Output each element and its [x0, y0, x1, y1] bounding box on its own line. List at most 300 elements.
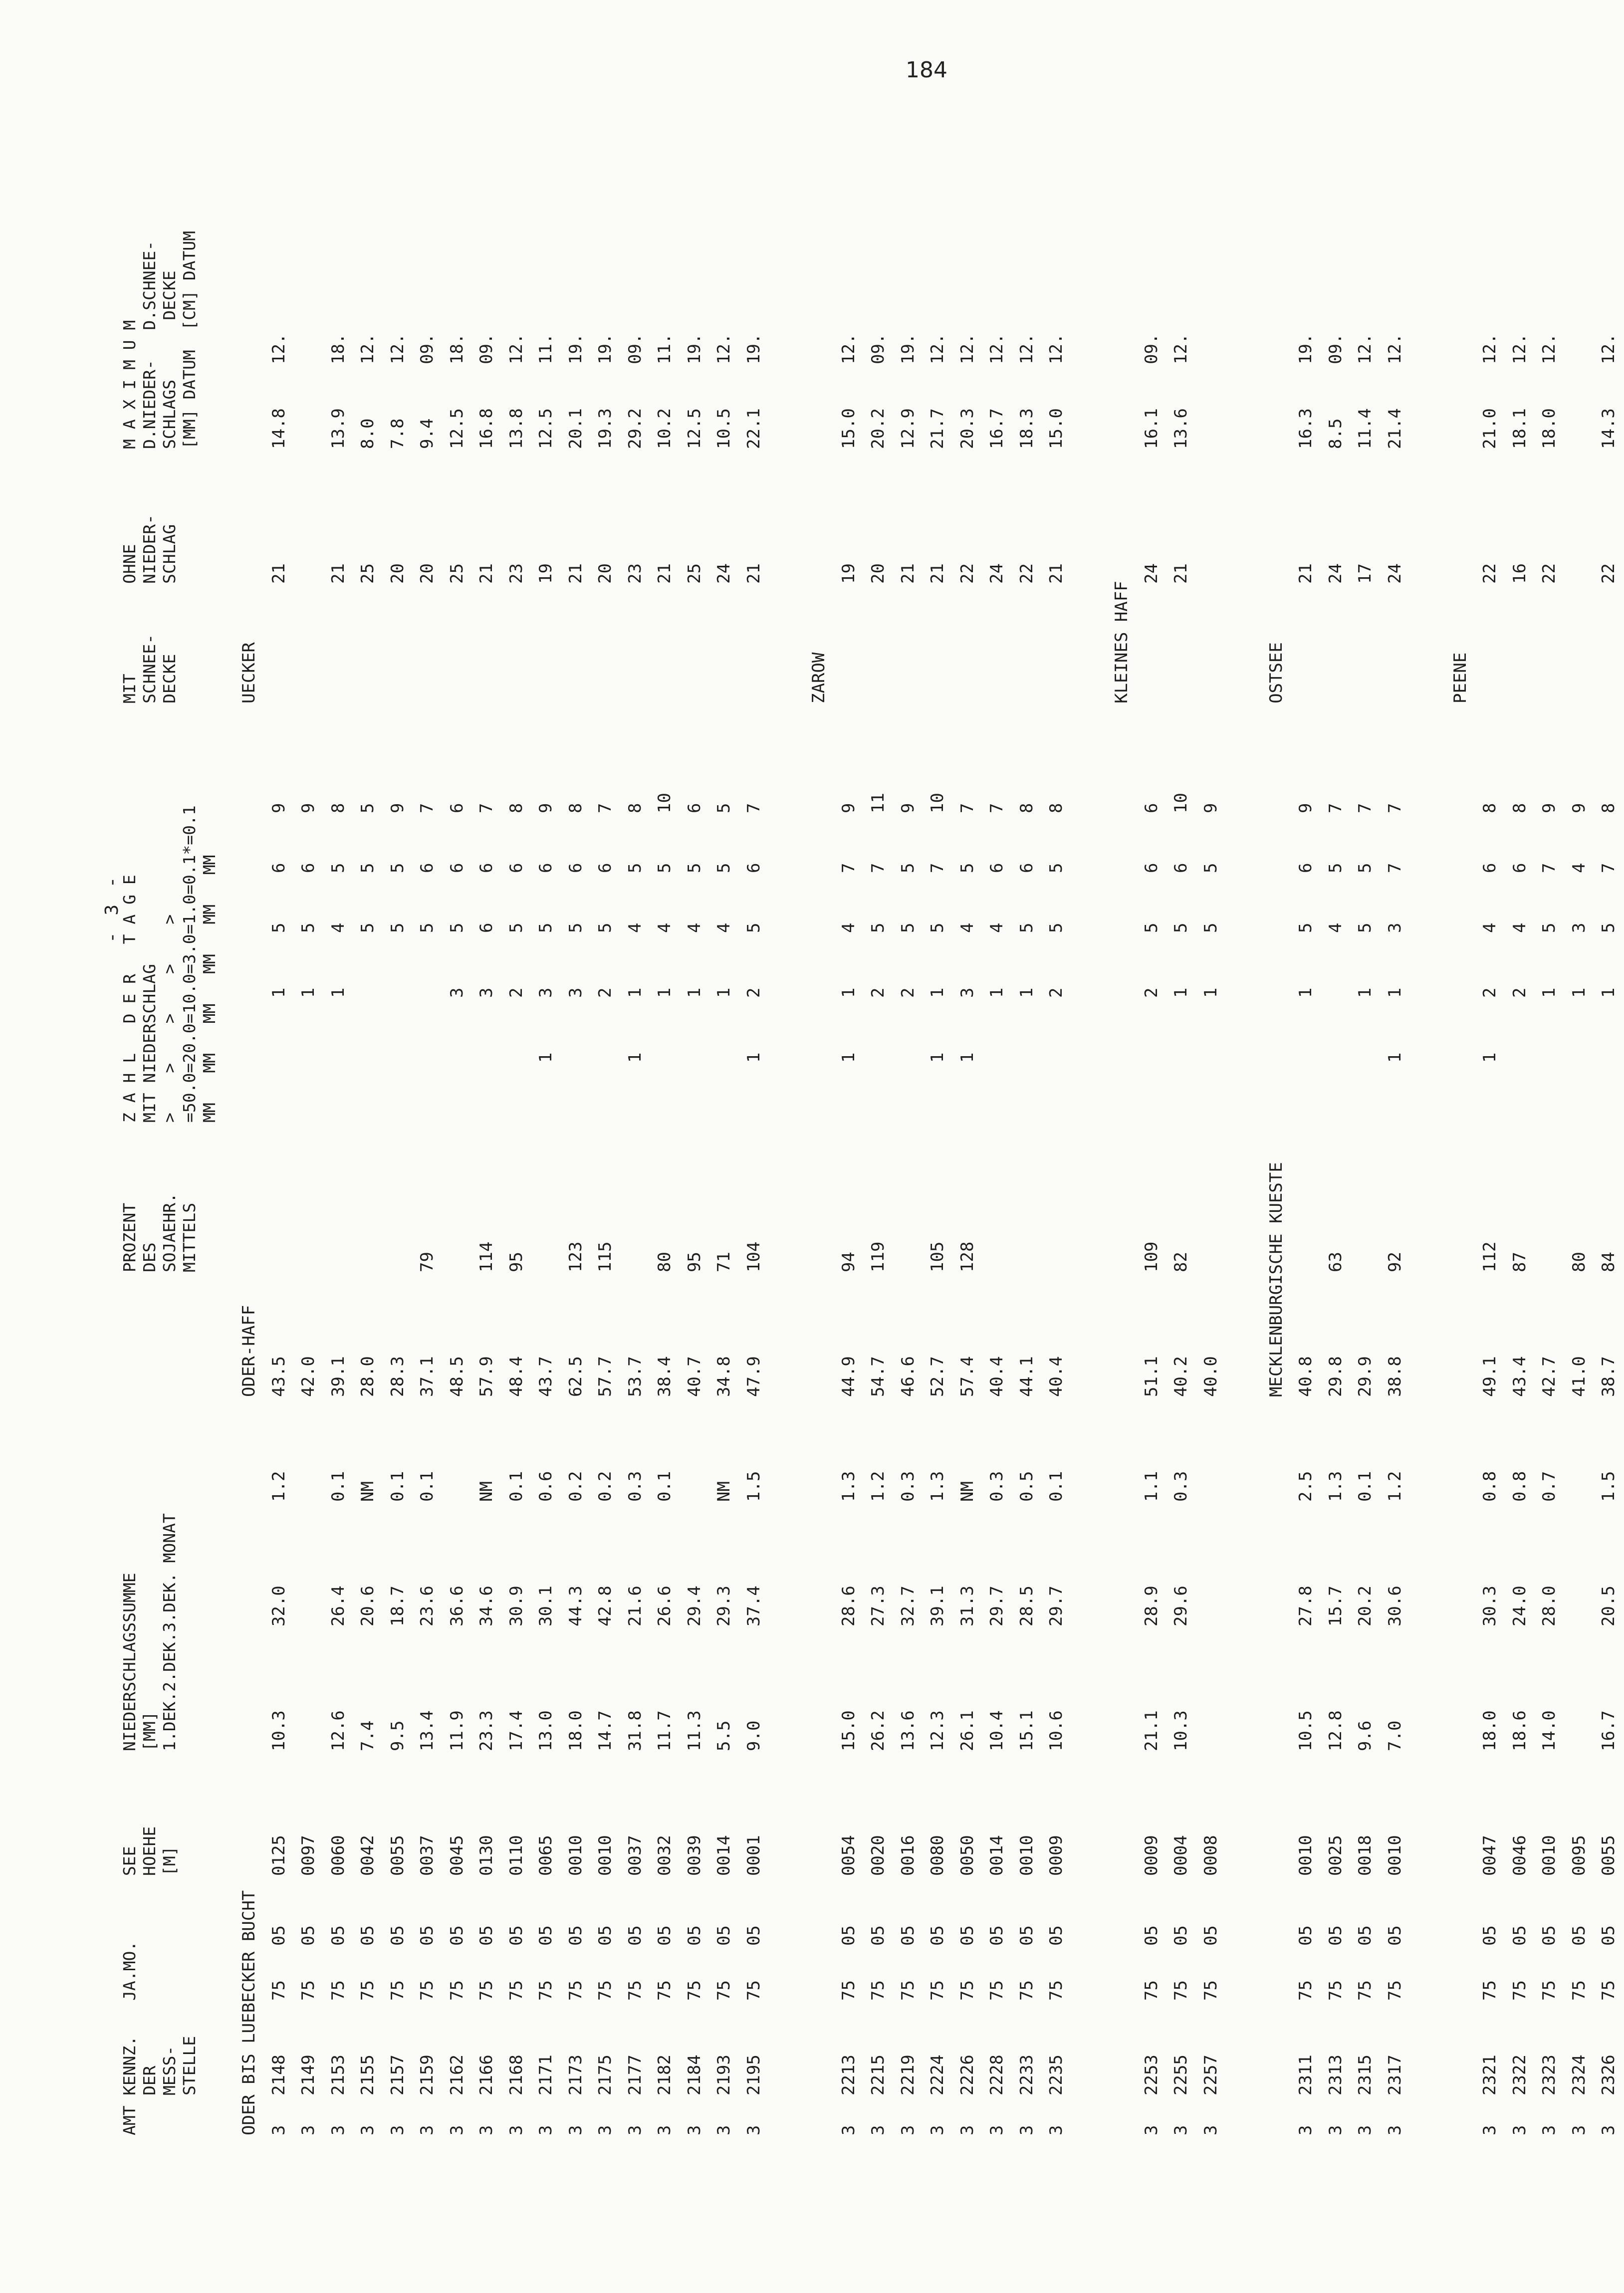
- cell-amt: 3: [358, 2125, 378, 2135]
- cell-tage-3: 5: [1355, 922, 1376, 933]
- section-label: ODER BIS LUEBECKER BUCHT: [239, 1890, 259, 2135]
- cell-ohne-niederschlag: 17: [1355, 563, 1376, 584]
- cell-max-niederschlag-datum: 12.: [838, 333, 859, 364]
- cell-dekade-3: 0.3: [987, 1471, 1007, 1502]
- cell-amt: 3: [447, 2125, 467, 2135]
- cell-amt: 3: [655, 2125, 675, 2135]
- cell-see-hoehe: 0037: [417, 1835, 437, 1876]
- cell-dekade-3: 0.8: [1480, 1471, 1500, 1502]
- cell-dekade-1: 14.7: [595, 1710, 615, 1751]
- cell-dekade-1: 31.8: [625, 1710, 645, 1751]
- cell-monat: 05: [743, 1925, 764, 1946]
- cell-jahr: 75: [1296, 1980, 1316, 2001]
- cell-amt: 3: [328, 2125, 348, 2135]
- cell-dekade-3: 0.5: [1016, 1471, 1037, 1502]
- cell-tage-10: 1: [928, 987, 948, 998]
- cell-see-hoehe: 0008: [1200, 1835, 1221, 1876]
- cell-ohne-niederschlag: 20: [387, 563, 408, 584]
- cell-prozent: 92: [1385, 1252, 1405, 1272]
- cell-dekade-3: 0.2: [595, 1471, 615, 1502]
- cell-tage-10: 2: [898, 987, 918, 998]
- cell-monat: 05: [298, 1925, 318, 1946]
- cell-tage-01: 8: [565, 803, 586, 813]
- cell-dekade-3: 0.3: [1171, 1471, 1191, 1502]
- cell-tage-1: 6: [595, 863, 615, 873]
- cell-prozent: 82: [1171, 1252, 1191, 1272]
- cell-ohne-niederschlag: 20: [417, 563, 437, 584]
- cell-dekade-3: 1.3: [928, 1471, 948, 1502]
- cell-monat-summe: 40.2: [1171, 1356, 1191, 1397]
- cell-tage-20: 1: [928, 1052, 948, 1063]
- cell-kennz: 2155: [358, 2055, 378, 2095]
- cell-tage-10: 2: [595, 987, 615, 998]
- cell-see-hoehe: 0010: [595, 1835, 615, 1876]
- cell-kennz: 2195: [743, 2055, 764, 2095]
- cell-monat: 05: [655, 1925, 675, 1946]
- cell-tage-01: 6: [447, 803, 467, 813]
- cell-monat: 05: [595, 1925, 615, 1946]
- cell-kennz: 2311: [1296, 2055, 1316, 2095]
- cell-monat: 05: [1296, 1925, 1316, 1946]
- cell-tage-1: 6: [565, 863, 586, 873]
- cell-prozent: 123: [565, 1241, 586, 1272]
- cell-monat-summe: 43.7: [536, 1356, 556, 1397]
- cell-tage-01: 10: [928, 793, 948, 813]
- cell-tage-3: 4: [957, 922, 977, 933]
- cell-tage-10: 2: [743, 987, 764, 998]
- cell-jahr: 75: [928, 1980, 948, 2001]
- cell-ohne-niederschlag: 21: [565, 563, 586, 584]
- cell-tage-3: 5: [595, 922, 615, 933]
- section-label: KLEINES HAFF: [1112, 581, 1132, 703]
- cell-jahr: 75: [868, 1980, 889, 2001]
- cell-amt: 3: [565, 2125, 586, 2135]
- cell-prozent: 80: [1569, 1252, 1589, 1272]
- cell-dekade-2: 29.4: [684, 1586, 704, 1626]
- cell-tage-01: 9: [1569, 803, 1589, 813]
- cell-dekade-3: NM: [476, 1481, 496, 1502]
- cell-tage-20: 1: [743, 1052, 764, 1063]
- cell-dekade-1: 7.0: [1385, 1720, 1405, 1751]
- cell-monat: 05: [1325, 1925, 1346, 1946]
- cell-kennz: 2226: [957, 2055, 977, 2095]
- cell-kennz: 2149: [298, 2055, 318, 2095]
- cell-dekade-2: 37.4: [743, 1586, 764, 1626]
- cell-amt: 3: [1046, 2125, 1067, 2135]
- cell-jahr: 75: [506, 1980, 526, 2001]
- cell-tage-20: 1: [1385, 1052, 1405, 1063]
- cell-dekade-3: NM: [358, 1481, 378, 1502]
- cell-monat-summe: 42.0: [298, 1356, 318, 1397]
- cell-amt: 3: [1599, 2125, 1619, 2135]
- cell-dekade-3: 1.3: [838, 1471, 859, 1502]
- cell-jahr: 75: [625, 1980, 645, 2001]
- cell-jahr: 75: [328, 1980, 348, 2001]
- cell-amt: 3: [1480, 2125, 1500, 2135]
- cell-tage-3: 4: [655, 922, 675, 933]
- header-niederschlag: NIEDERSCHLAGSSUMME [MM] 1.DEK.2.DEK.3.DEK. MONAT: [120, 1513, 179, 1751]
- cell-tage-01: 8: [1509, 803, 1530, 813]
- cell-monat-summe: 48.5: [447, 1356, 467, 1397]
- cell-tage-01: 7: [417, 803, 437, 813]
- cell-tage-3: 5: [1016, 922, 1037, 933]
- cell-ohne-niederschlag: 19: [838, 563, 859, 584]
- cell-monat-summe: 57.9: [476, 1356, 496, 1397]
- cell-dekade-3: 0.2: [565, 1471, 586, 1502]
- cell-monat-summe: 48.4: [506, 1356, 526, 1397]
- cell-dekade-2: 39.1: [928, 1586, 948, 1626]
- cell-max-niederschlag: 20.2: [868, 408, 889, 449]
- cell-tage-3: 5: [447, 922, 467, 933]
- cell-prozent: 95: [684, 1252, 704, 1272]
- cell-monat: 05: [1141, 1925, 1161, 1946]
- cell-tage-10: 1: [655, 987, 675, 998]
- cell-tage-1: 5: [358, 863, 378, 873]
- cell-see-hoehe: 0097: [298, 1835, 318, 1876]
- cell-kennz: 2228: [987, 2055, 1007, 2095]
- cell-tage-01: 8: [1480, 803, 1500, 813]
- cell-amt: 3: [928, 2125, 948, 2135]
- cell-tage-3: 4: [987, 922, 1007, 933]
- cell-jahr: 75: [898, 1980, 918, 2001]
- cell-tage-1: 6: [298, 863, 318, 873]
- cell-tage-3: 5: [565, 922, 586, 933]
- cell-tage-3: 5: [358, 922, 378, 933]
- cell-see-hoehe: 0054: [838, 1835, 859, 1876]
- cell-tage-1: 5: [684, 863, 704, 873]
- section-label: PEENE: [1450, 652, 1470, 703]
- cell-max-niederschlag: 20.1: [565, 408, 586, 449]
- cell-prozent: 104: [743, 1241, 764, 1272]
- cell-see-hoehe: 0009: [1046, 1835, 1067, 1876]
- cell-tage-3: 4: [1480, 922, 1500, 933]
- cell-tage-3: 4: [625, 922, 645, 933]
- cell-see-hoehe: 0020: [868, 1835, 889, 1876]
- cell-dekade-1: 11.7: [655, 1710, 675, 1751]
- cell-dekade-3: 1.2: [868, 1471, 889, 1502]
- cell-jahr: 75: [957, 1980, 977, 2001]
- cell-tage-1: 5: [328, 863, 348, 873]
- cell-tage-1: 6: [417, 863, 437, 873]
- cell-ohne-niederschlag: 22: [1016, 563, 1037, 584]
- cell-dekade-1: 23.3: [476, 1710, 496, 1751]
- section-label: MECKLENBURGISCHE KUESTE: [1266, 1162, 1286, 1397]
- cell-monat: 05: [447, 1925, 467, 1946]
- cell-max-niederschlag-datum: 12.: [1046, 333, 1067, 364]
- cell-dekade-1: 5.5: [714, 1720, 734, 1751]
- cell-monat: 05: [625, 1925, 645, 1946]
- cell-jahr: 75: [1355, 1980, 1376, 2001]
- cell-max-niederschlag: 14.8: [268, 408, 289, 449]
- cell-tage-10: 1: [1599, 987, 1619, 998]
- cell-see-hoehe: 0080: [928, 1835, 948, 1876]
- cell-tage-1: 6: [1016, 863, 1037, 873]
- cell-tage-01: 8: [1599, 803, 1619, 813]
- cell-prozent: 79: [417, 1252, 437, 1272]
- cell-tage-1: 5: [1355, 863, 1376, 873]
- cell-monat: 05: [565, 1925, 586, 1946]
- cell-see-hoehe: 0060: [328, 1835, 348, 1876]
- cell-kennz: 2182: [655, 2055, 675, 2095]
- cell-tage-10: 1: [714, 987, 734, 998]
- cell-monat-summe: 38.4: [655, 1356, 675, 1397]
- cell-monat: 05: [1599, 1925, 1619, 1946]
- cell-kennz: 2173: [565, 2055, 586, 2095]
- cell-jahr: 75: [987, 1980, 1007, 2001]
- cell-dekade-2: 30.1: [536, 1586, 556, 1626]
- cell-kennz: 2313: [1325, 2055, 1346, 2095]
- cell-monat: 05: [268, 1925, 289, 1946]
- cell-ohne-niederschlag: 22: [1539, 563, 1560, 584]
- cell-monat: 05: [1569, 1925, 1589, 1946]
- cell-monat-summe: 38.8: [1385, 1356, 1405, 1397]
- cell-max-niederschlag: 18.0: [1539, 408, 1560, 449]
- cell-prozent: 63: [1325, 1252, 1346, 1272]
- cell-amt: 3: [625, 2125, 645, 2135]
- cell-ohne-niederschlag: 20: [595, 563, 615, 584]
- cell-jahr: 75: [1385, 1980, 1405, 2001]
- cell-dekade-1: 14.0: [1539, 1710, 1560, 1751]
- cell-tage-10: 2: [1480, 987, 1500, 998]
- cell-max-niederschlag-datum: 12.: [1599, 333, 1619, 364]
- cell-max-niederschlag: 12.5: [684, 408, 704, 449]
- cell-dekade-3: 2.5: [1296, 1471, 1316, 1502]
- cell-jahr: 75: [358, 1980, 378, 2001]
- cell-amt: 3: [298, 2125, 318, 2135]
- cell-tage-1: 6: [506, 863, 526, 873]
- cell-see-hoehe: 0032: [655, 1835, 675, 1876]
- cell-tage-01: 6: [684, 803, 704, 813]
- cell-dekade-2: 29.6: [1171, 1586, 1191, 1626]
- cell-kennz: 2317: [1385, 2055, 1405, 2095]
- cell-dekade-2: 15.7: [1325, 1586, 1346, 1626]
- cell-see-hoehe: 0045: [447, 1835, 467, 1876]
- cell-monat: 05: [957, 1925, 977, 1946]
- cell-monat-summe: 53.7: [625, 1356, 645, 1397]
- rotated-table-sheet: [102, 40, 1619, 2135]
- cell-jahr: 75: [387, 1980, 408, 2001]
- cell-jahr: 75: [714, 1980, 734, 2001]
- cell-ohne-niederschlag: 21: [743, 563, 764, 584]
- cell-dekade-3: 0.1: [1355, 1471, 1376, 1502]
- cell-jahr: 75: [1509, 1980, 1530, 2001]
- cell-kennz: 2326: [1599, 2055, 1619, 2095]
- cell-tage-10: 1: [1569, 987, 1589, 998]
- cell-tage-1: 6: [1509, 863, 1530, 873]
- cell-dekade-1: 10.6: [1046, 1710, 1067, 1751]
- cell-tage-1: 6: [447, 863, 467, 873]
- cell-prozent: 71: [714, 1252, 734, 1272]
- cell-tage-3: 4: [684, 922, 704, 933]
- cell-max-niederschlag: 18.1: [1509, 408, 1530, 449]
- cell-tage-10: 3: [536, 987, 556, 998]
- cell-max-niederschlag: 10.2: [655, 408, 675, 449]
- cell-monat: 05: [506, 1925, 526, 1946]
- cell-dekade-3: 1.2: [268, 1471, 289, 1502]
- cell-max-niederschlag-datum: 12.: [1509, 333, 1530, 364]
- cell-kennz: 2233: [1016, 2055, 1037, 2095]
- cell-tage-3: 5: [1171, 922, 1191, 933]
- cell-amt: 3: [684, 2125, 704, 2135]
- cell-kennz: 2235: [1046, 2055, 1067, 2095]
- cell-dekade-1: 15.1: [1016, 1710, 1037, 1751]
- header-amt: AMT: [120, 2105, 139, 2135]
- cell-monat: 05: [536, 1925, 556, 1946]
- cell-tage-1: 7: [1599, 863, 1619, 873]
- cell-see-hoehe: 0039: [684, 1835, 704, 1876]
- cell-tage-1: 5: [714, 863, 734, 873]
- cell-tage-3: 5: [898, 922, 918, 933]
- cell-monat-summe: 57.4: [957, 1356, 977, 1397]
- cell-ohne-niederschlag: 24: [987, 563, 1007, 584]
- cell-monat-summe: 41.0: [1569, 1356, 1589, 1397]
- cell-tage-1: 6: [1141, 863, 1161, 873]
- cell-monat-summe: 43.5: [268, 1356, 289, 1397]
- cell-monat-summe: 49.1: [1480, 1356, 1500, 1397]
- cell-kennz: 2253: [1141, 2055, 1161, 2095]
- header-see-hoehe: SEE HOEHE [M]: [120, 1826, 179, 1876]
- cell-dekade-2: 34.6: [476, 1586, 496, 1626]
- cell-dekade-2: 30.3: [1480, 1586, 1500, 1626]
- cell-tage-1: 7: [838, 863, 859, 873]
- cell-tage-3: 4: [838, 922, 859, 933]
- cell-kennz: 2315: [1355, 2055, 1376, 2095]
- cell-ohne-niederschlag: 24: [1385, 563, 1405, 584]
- cell-monat-summe: 51.1: [1141, 1356, 1161, 1397]
- cell-jahr: 75: [655, 1980, 675, 2001]
- section-label: ZAROW: [809, 652, 829, 703]
- cell-tage-1: 6: [1296, 863, 1316, 873]
- cell-prozent: 119: [868, 1241, 889, 1272]
- cell-monat-summe: 29.9: [1355, 1356, 1376, 1397]
- cell-max-niederschlag-datum: 19.: [684, 333, 704, 364]
- cell-kennz: 2171: [536, 2055, 556, 2095]
- cell-monat: 05: [1509, 1925, 1530, 1946]
- cell-tage-3: 5: [417, 922, 437, 933]
- cell-tage-3: 5: [387, 922, 408, 933]
- cell-dekade-3: 0.6: [536, 1471, 556, 1502]
- cell-tage-01: 9: [268, 803, 289, 813]
- header-prozent: PROZENT DES SOJAEHR. MITTELS: [120, 1193, 199, 1272]
- cell-dekade-1: 13.6: [898, 1710, 918, 1751]
- cell-ohne-niederschlag: 22: [1599, 563, 1619, 584]
- cell-tage-10: 2: [506, 987, 526, 998]
- cell-jahr: 75: [1539, 1980, 1560, 2001]
- cell-jahr: 75: [417, 1980, 437, 2001]
- cell-tage-01: 9: [387, 803, 408, 813]
- cell-tage-3: 5: [743, 922, 764, 933]
- cell-amt: 3: [838, 2125, 859, 2135]
- cell-see-hoehe: 0010: [1539, 1835, 1560, 1876]
- cell-amt: 3: [1296, 2125, 1316, 2135]
- cell-dekade-2: 26.6: [655, 1586, 675, 1626]
- cell-monat-summe: 43.4: [1509, 1356, 1530, 1397]
- cell-max-niederschlag: 12.5: [447, 408, 467, 449]
- cell-max-niederschlag-datum: 12.: [358, 333, 378, 364]
- cell-dekade-1: 17.4: [506, 1710, 526, 1751]
- cell-amt: 3: [1141, 2125, 1161, 2135]
- cell-kennz: 2159: [417, 2055, 437, 2095]
- cell-max-niederschlag: 12.9: [898, 408, 918, 449]
- cell-tage-01: 7: [476, 803, 496, 813]
- header-mit-schneedecke: MIT SCHNEE- DECKE: [120, 634, 179, 703]
- cell-tage-1: 6: [476, 863, 496, 873]
- cell-monat-summe: 62.5: [565, 1356, 586, 1397]
- cell-see-hoehe: 0125: [268, 1835, 289, 1876]
- cell-tage-10: 1: [1171, 987, 1191, 998]
- cell-max-niederschlag: 21.4: [1385, 408, 1405, 449]
- cell-dekade-2: 28.9: [1141, 1586, 1161, 1626]
- cell-see-hoehe: 0010: [1385, 1835, 1405, 1876]
- cell-tage-01: 7: [987, 803, 1007, 813]
- page-number: 184: [906, 57, 947, 83]
- cell-tage-1: 6: [1480, 863, 1500, 873]
- cell-kennz: 2175: [595, 2055, 615, 2095]
- cell-amt: 3: [987, 2125, 1007, 2135]
- cell-tage-10: 1: [684, 987, 704, 998]
- cell-ohne-niederschlag: 19: [536, 563, 556, 584]
- cell-max-niederschlag-datum: 12.: [957, 333, 977, 364]
- header-maximum: M A X I M U M D.NIEDER- D.SCHNEE- SCHLAGS DECKE [MM] DATUM [CM] DATUM: [120, 230, 199, 449]
- cell-kennz: 2323: [1539, 2055, 1560, 2095]
- cell-max-niederschlag: 18.3: [1016, 408, 1037, 449]
- cell-dekade-1: 26.2: [868, 1710, 889, 1751]
- section-label: UECKER: [239, 642, 259, 703]
- cell-tage-1: 5: [1200, 863, 1221, 873]
- cell-tage-01: 9: [298, 803, 318, 813]
- cell-tage-1: 7: [1539, 863, 1560, 873]
- cell-tage-10: 3: [565, 987, 586, 998]
- cell-kennz: 2153: [328, 2055, 348, 2095]
- cell-max-niederschlag: 13.6: [1171, 408, 1191, 449]
- cell-max-niederschlag: 10.5: [714, 408, 734, 449]
- cell-dekade-3: 0.1: [417, 1471, 437, 1502]
- cell-monat: 05: [1539, 1925, 1560, 1946]
- cell-tage-10: 2: [868, 987, 889, 998]
- cell-max-niederschlag: 21.7: [928, 408, 948, 449]
- cell-tage-1: 5: [1325, 863, 1346, 873]
- cell-max-niederschlag-datum: 12.: [1539, 333, 1560, 364]
- cell-amt: 3: [506, 2125, 526, 2135]
- cell-tage-10: 1: [1355, 987, 1376, 998]
- cell-see-hoehe: 0065: [536, 1835, 556, 1876]
- cell-jahr: 75: [476, 1980, 496, 2001]
- cell-ohne-niederschlag: 23: [625, 563, 645, 584]
- cell-tage-1: 5: [1046, 863, 1067, 873]
- cell-tage-1: 5: [957, 863, 977, 873]
- cell-tage-01: 8: [328, 803, 348, 813]
- cell-max-niederschlag-datum: 19.: [595, 333, 615, 364]
- cell-see-hoehe: 0016: [898, 1835, 918, 1876]
- cell-max-niederschlag: 15.0: [1046, 408, 1067, 449]
- cell-tage-3: 4: [1509, 922, 1530, 933]
- cell-tage-10: 1: [268, 987, 289, 998]
- cell-max-niederschlag: 13.9: [328, 408, 348, 449]
- cell-monat: 05: [838, 1925, 859, 1946]
- cell-dekade-1: 21.1: [1141, 1710, 1161, 1751]
- cell-tage-3: 5: [1539, 922, 1560, 933]
- cell-max-niederschlag-datum: 09.: [625, 333, 645, 364]
- section-label: OSTSEE: [1266, 642, 1286, 703]
- cell-monat: 05: [328, 1925, 348, 1946]
- cell-dekade-1: 10.5: [1296, 1710, 1316, 1751]
- cell-kennz: 2168: [506, 2055, 526, 2095]
- cell-tage-10: 3: [447, 987, 467, 998]
- cell-max-niederschlag: 13.8: [506, 408, 526, 449]
- cell-amt: 3: [898, 2125, 918, 2135]
- cell-dekade-1: 18.0: [1480, 1710, 1500, 1751]
- cell-tage-1: 5: [655, 863, 675, 873]
